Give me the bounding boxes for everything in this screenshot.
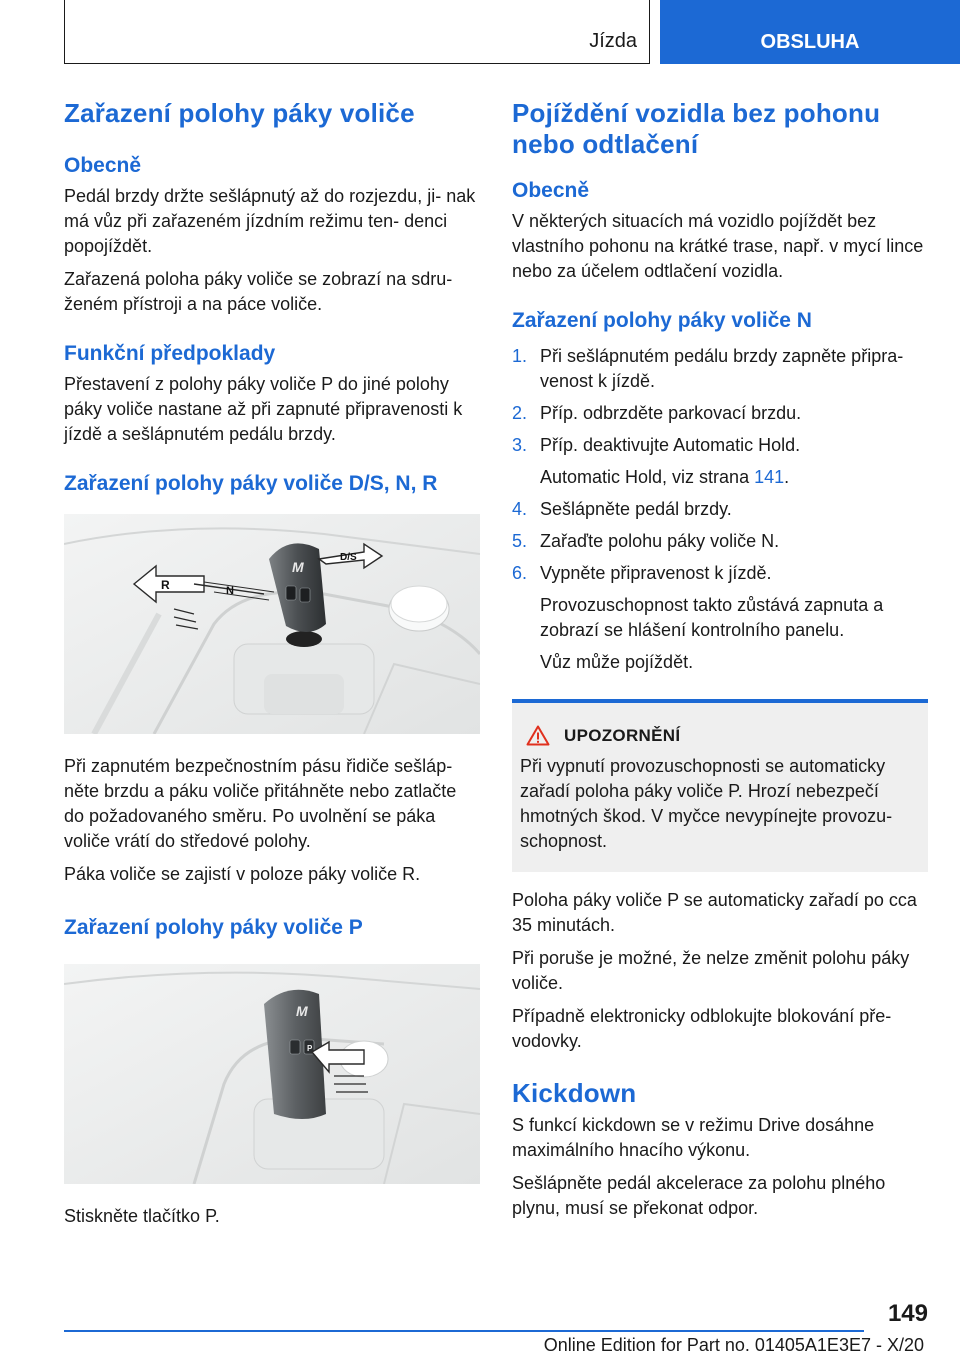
left-column [64, 98, 480, 1229]
warning-box [512, 699, 928, 872]
warning-text: Při vypnutí provozuschopnosti se automaticky zařadí poloha páky voliče P. Hrozí nebezpečí hmotných škod. V myčce nevypínejte provozu‐ schopnost. [520, 756, 893, 851]
heading-rolling-towing: Pojíždění vozidla bez pohonu nebo odtlačení [512, 98, 881, 159]
paragraph-fault: Při poruše je možné, že nelze změnit polohu páky voliče. [512, 948, 910, 993]
heading-selector-positions: Zařazení polohy páky voliče [64, 98, 415, 128]
fig1-label-r: R [161, 578, 170, 592]
paragraph-position-display: Zařazená poloha páky voliče se zobrazí na sdru‐ ženém přístroji a na páce voliče. [64, 269, 453, 314]
paragraph-prerequisites: Přestavení z polohy páky voliče P do jiné polohy páky voliče nastane až při zapnuté připravenosti k jízdě a sešlápnutém pedálu brzdy. [64, 374, 463, 444]
subheading-n: Zařazení polohy páky voliče N [512, 309, 812, 332]
list-item: 4. Sešlápněte pedál brzdy. [512, 499, 732, 519]
heading-kickdown: Kickdown [512, 1078, 637, 1108]
paragraph-brake-hold: Pedál brzdy držte sešlápnutý až do rozjezdu, ji‐ nak má vůz při zařazeném jízdním režimu ten‐ denci popojíždět. [64, 186, 476, 256]
p-button-illustration [64, 964, 480, 1184]
list-item: 1. Při sešlápnutém pedálu brzdy zapněte připra‐ venost k jízdě. [512, 346, 904, 391]
fig1-label-ds: D/S [340, 552, 357, 563]
steps-list-a [512, 344, 928, 458]
list-item: 3. Příp. deaktivujte Automatic Hold. [512, 435, 801, 455]
list-item: 5. Zařaďte polohu páky voliče N. [512, 531, 780, 551]
fig1-label-n: N [226, 585, 234, 597]
warning-triangle-icon [526, 725, 550, 746]
paragraph-lock-r: Páka voliče se zajistí v poloze páky voliče R. [64, 864, 421, 884]
subheading-prerequisites: Funkční předpoklady [64, 342, 276, 365]
step6-note-1: Provozuschopnost takto zůstává zapnuta a zobrazí se hlášení kontrolního panelu. [540, 595, 884, 640]
subheading-ds-n-r: Zařazení polohy páky voliče D/S, N, R [64, 472, 438, 495]
warning-header [520, 725, 920, 746]
gear-selector-illustration [64, 514, 480, 734]
right-column [512, 98, 928, 1221]
fig1-m-badge: M [292, 559, 304, 575]
gear-selector-figure-p [64, 964, 480, 1184]
paragraph-auto-p: Poloha páky voliče P se automaticky zařadí po cca 35 minutách. [512, 890, 917, 935]
gear-selector-figure-dsnr [64, 514, 480, 734]
paragraph-kickdown-2: Sešlápněte pedál akcelerace za polohu plného plynu, musí se překonat odpor. [512, 1173, 886, 1218]
fig2-m-badge: M [296, 1003, 308, 1019]
paragraph-unlock: Případně elektronicky odblokujte blokování pře‐ vodovky. [512, 1006, 892, 1051]
list-item: 6. Vypněte připravenost k jízdě. [512, 563, 772, 583]
steps-list-b [512, 497, 928, 586]
step6-note-2: Vůz může pojíždět. [540, 652, 694, 672]
paragraph-kickdown-1: S funkcí kickdown se v režimu Drive dosáhne maximálního hnacího výkonu. [512, 1115, 875, 1160]
paragraph-rolling-situations: V některých situacích má vozidlo pojíždět bez vlastního pohonu na krátké trase, např. v mycí lince nebo za účelem odtlačení vozidla. [512, 211, 924, 281]
header-section-box [64, 0, 650, 64]
fig2-p-label: P [307, 1044, 313, 1053]
page-link-141[interactable]: 141 [754, 467, 785, 487]
footer-rule [64, 1330, 864, 1332]
page-number: 149 [887, 1300, 928, 1327]
warning-title: UPOZORNĚNÍ [564, 725, 681, 745]
header-tab-obsluha[interactable]: OBSLUHA [660, 0, 960, 64]
paragraph-press-p: Stiskněte tlačítko P. [64, 1206, 220, 1226]
footer-edition: Online Edition for Part no. 01405A1E3E7 - X/20 [543, 1335, 924, 1355]
subheading-general-right: Obecně [512, 179, 590, 202]
step3-note: Automatic Hold, viz strana 141. [540, 467, 790, 487]
subheading-general: Obecně [64, 154, 142, 177]
paragraph-shift-procedure: Při zapnutém bezpečnostním pásu řidiče sešláp‐ něte brzdu a páku voliče přitáhněte nebo zatlačte do požadovaného směru. Po uvolnění se páka voliče vrátí do středové polohy. [64, 756, 457, 851]
header-section-title: Jízda [589, 30, 637, 52]
subheading-p: Zařazení polohy páky voliče P [64, 916, 363, 939]
list-item: 2. Příp. odbrzděte parkovací brzdu. [512, 403, 802, 423]
